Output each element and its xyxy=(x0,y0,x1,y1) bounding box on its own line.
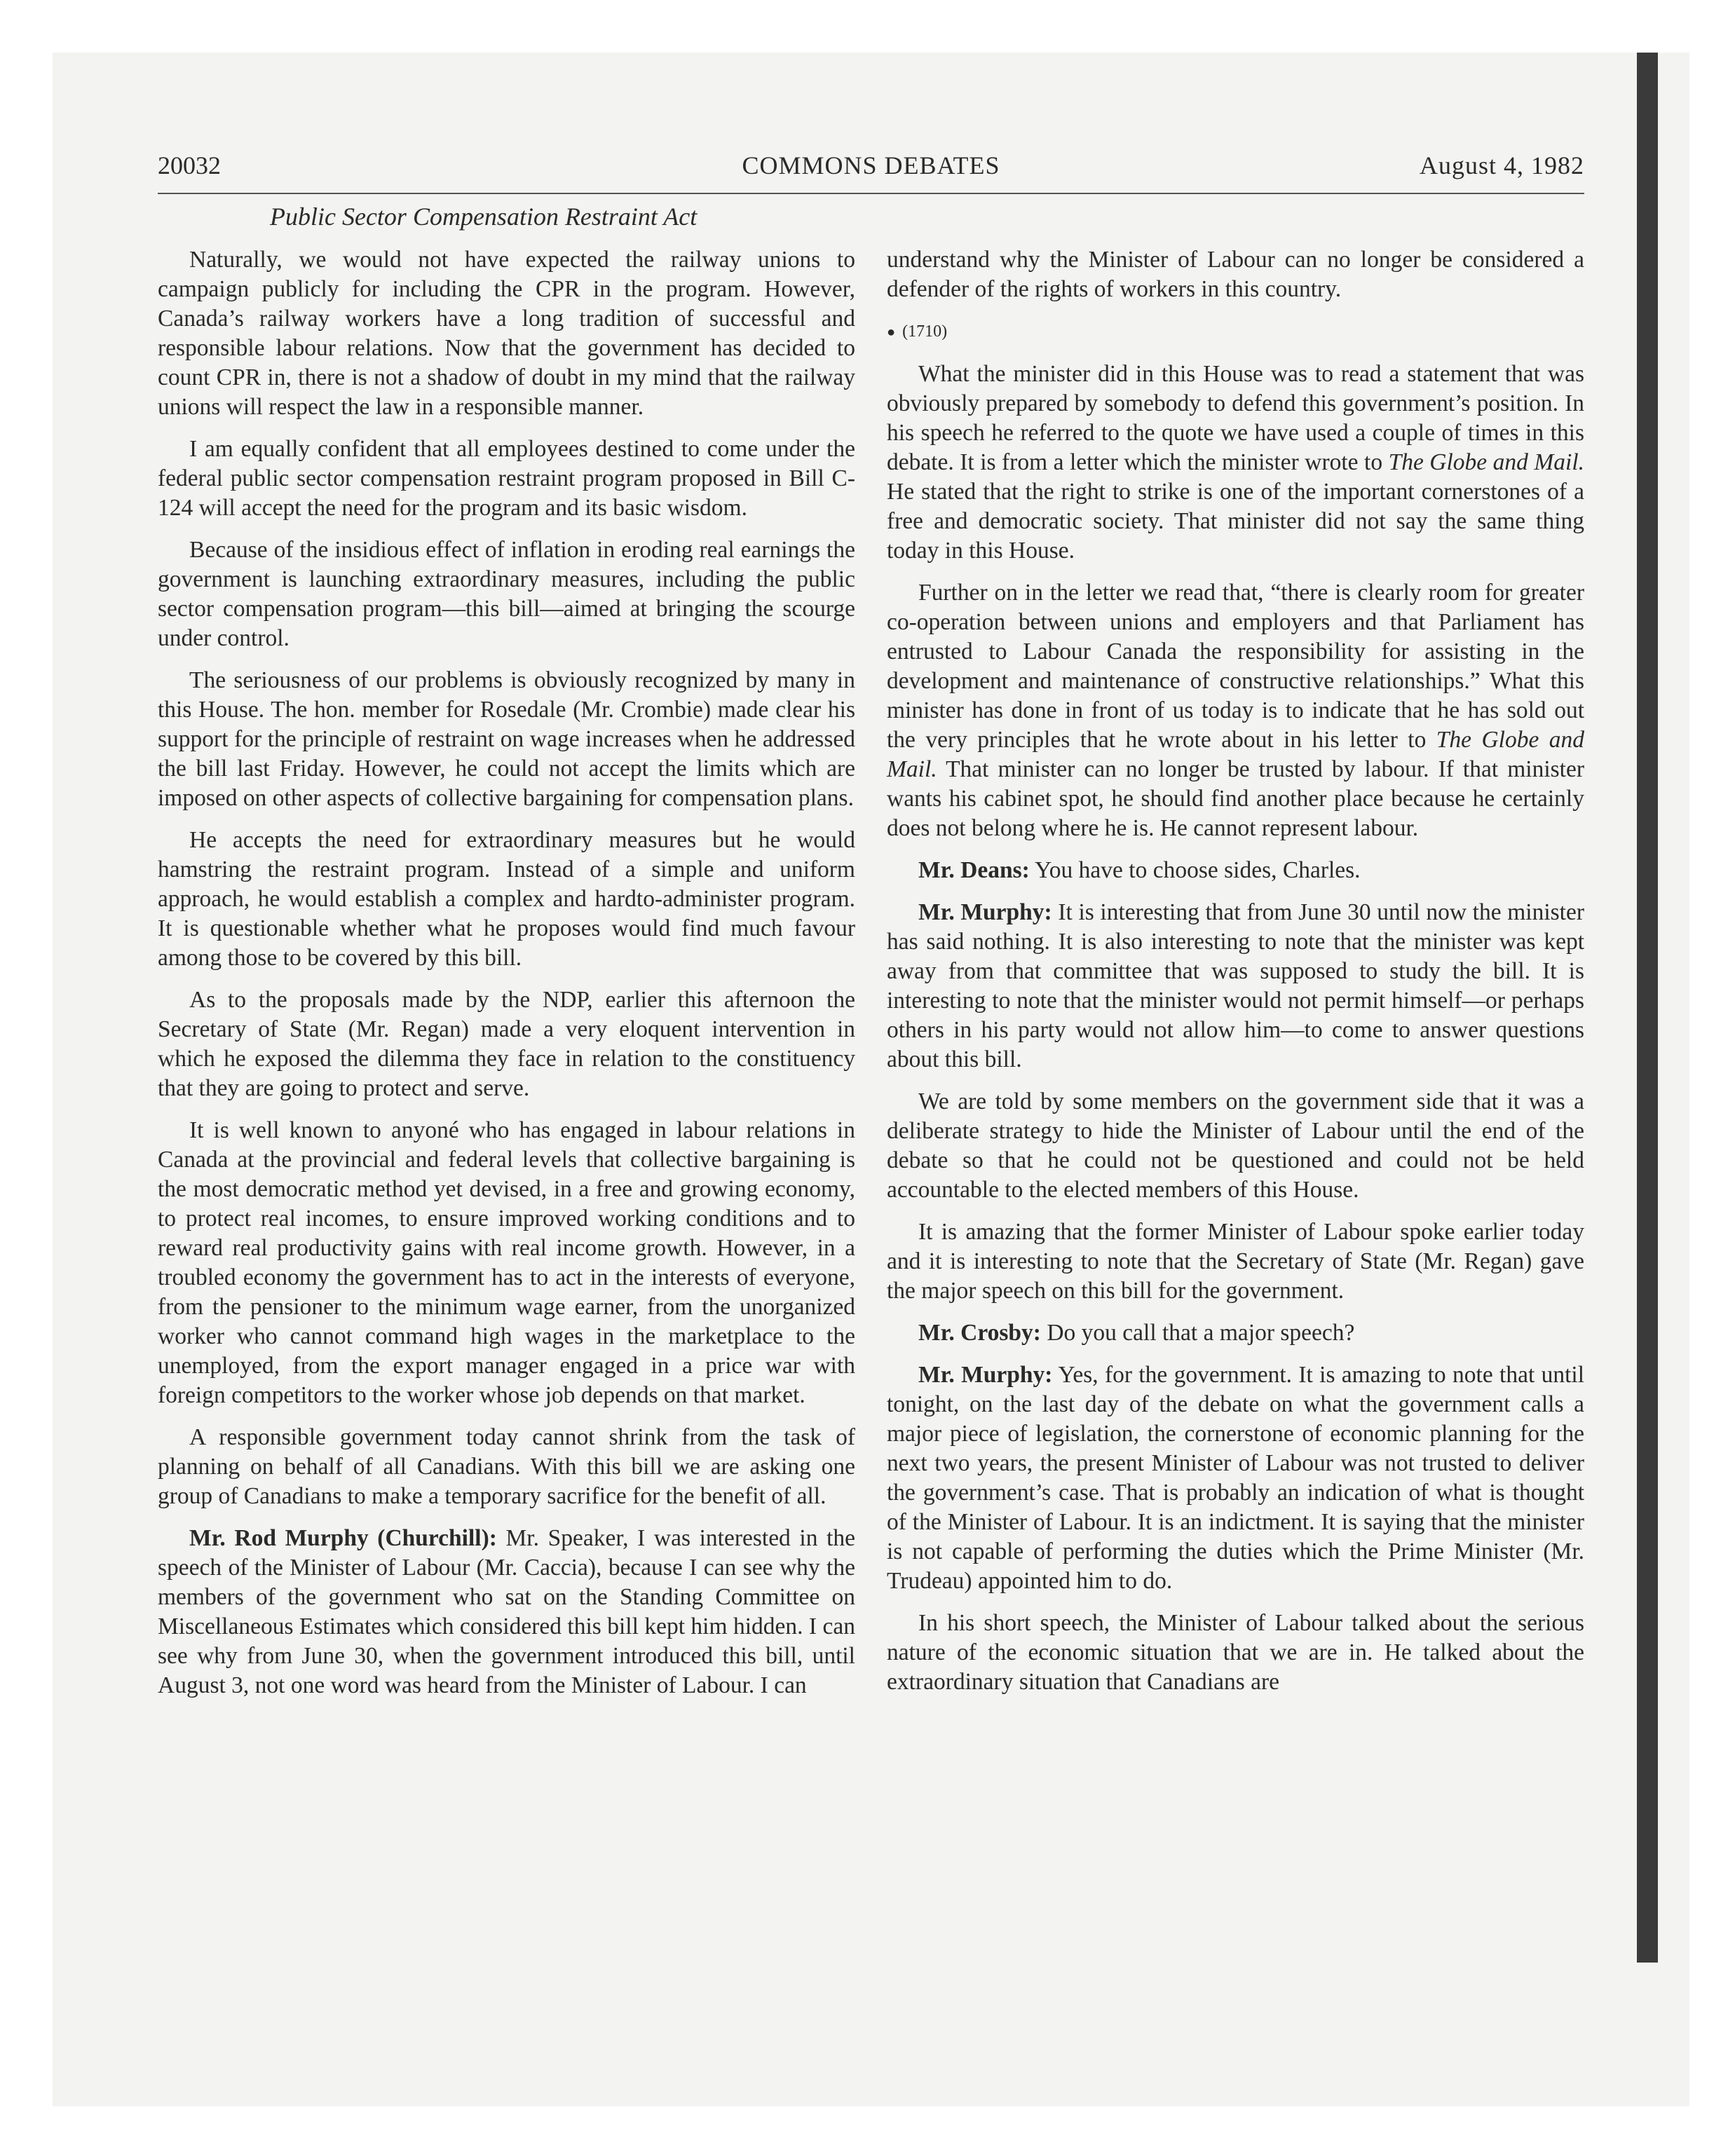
paragraph: As to the proposals made by the NDP, earlier this afternoon the Secretary of State (Mr. Regan) made a very eloquent intervention in which he exposed the dilemma they face in relation to the constituency that they are going to protect and serve. xyxy=(158,987,855,1101)
paragraph-text: What the minister did in this House was to read a statement that was obviously prepared by somebody to defend this government’s position. In his speech he referred to the quote we have used a couple of times in this debate. It is from a letter which the minister wrote to xyxy=(887,361,1584,475)
speech-paragraph xyxy=(887,856,1584,885)
paragraph xyxy=(887,360,1584,566)
paragraph-text: Further on in the letter we read that, “there is clearly room for greater co-operation between unions and employers and that Parliament has entrusted to Labour Canada the responsibility for assisting in the development and maintenance of constructive relationships.” What this minister has done in front of us today is to indicate that he has sold out the very principles that he wrote about in his letter to xyxy=(887,580,1584,753)
paragraph: I am equally confident that all employees destined to come under the federal public sector compensation restraint program proposed in Bill C-124 will accept the need for the program and its basic wisdom. xyxy=(158,436,855,521)
paragraph: We are told by some members on the government side that it was a deliberate strategy to hide the Minister of Labour until the end of the debate so that he could not be questioned and could not be held accountable to the elected members of this House. xyxy=(887,1089,1584,1203)
speech-paragraph xyxy=(887,1318,1584,1348)
paragraph: Because of the insidious effect of inflation in eroding real earnings the government is launching extraordinary measures, including the public sector compensation program—this bill—aimed at bringing the scourge under control. xyxy=(158,537,855,651)
speaker-name: Mr. Murphy: xyxy=(918,899,1052,925)
newspaper-title: The Globe and Mail. xyxy=(1388,449,1585,475)
paragraph: It is well known to anyoné who has engaged in labour relations in Canada at the provincial and federal levels that collective bargaining is the most democratic method yet devised, in a free and growing economy, to protect real incomes, to ensure improved working conditions and to reward real productivity gains with real income growth. However, in a troubled economy the government has to act in the interests of everyone, from the pensioner to the minimum wage earner, from the unorganized worker who cannot command high wages in the marketplace to the unemployed, from the export manager engaged in a price war with foreign competitors to the worker whose job depends on that market. xyxy=(158,1117,855,1408)
publication-date: August 4, 1982 xyxy=(1419,151,1584,179)
speech-text: Mr. Speaker, I was interested in the speech of the Minister of Labour (Mr. Caccia), because I can see why the members of the government who sat on the Standing Committee on Miscellaneous Estimates which considered this bill kept him hidden. I can see why from June 30, when the government introduced this bill, until August 3, not one word was heard from the Minister of Labour. I can xyxy=(158,1525,855,1698)
speech-paragraph xyxy=(887,1360,1584,1596)
speech-text: Yes, for the government. It is amazing to note that until tonight, on the last day of the debate on what the government calls a major piece of legislation, the cornerstone of economic planning for the next two years, the present Minister of Labour was not trusted to deliver the government’s case. That is probably an indication of what is thought of the Minister of Labour. It is an indictment. It is saying that the minister is not capable of performing the duties which the Prime Minister (Mr. Trudeau) appointed him to do. xyxy=(887,1362,1585,1594)
left-column xyxy=(158,245,855,1713)
newspaper-title: The Globe and Mail. xyxy=(887,727,1584,782)
paragraph-text: That minister can no longer be trusted by labour. If that minister wants his cabinet spot, he should find another place because he certainly does not belong where he is. He cannot represent labour. xyxy=(887,756,1584,841)
running-title: Public Sector Compensation Restraint Act xyxy=(270,203,698,231)
scan-edge-shadow xyxy=(1637,53,1658,1963)
timestamp-marker xyxy=(887,317,1584,347)
paragraph: A responsible government today cannot shrink from the task of planning on behalf of all Canadians. With this bill we are asking one group of Canadians to make a temporary sacrifice for the benefit of all. xyxy=(158,1424,855,1509)
bullet-icon: ● xyxy=(887,325,896,340)
speech-paragraph xyxy=(887,898,1584,1074)
speech-text: Do you call that a major speech? xyxy=(1040,1320,1355,1346)
paragraph: In his short speech, the Minister of Labour talked about the serious nature of the economic situation that we are in. He talked about the extraordinary situation that Canadians are xyxy=(887,1610,1584,1695)
continued-paragraph: understand why the Minister of Labour can no longer be considered a defender of the rights of workers in this country. xyxy=(887,247,1584,302)
paragraph: It is amazing that the former Minister of Labour spoke earlier today and it is interesting to note that the Secretary of State (Mr. Regan) gave the major speech on this bill for the government. xyxy=(887,1219,1584,1304)
speaker-name: Mr. Murphy: xyxy=(918,1362,1053,1388)
right-column xyxy=(887,245,1584,1710)
speaker-name: Mr. Deans: xyxy=(918,857,1030,883)
speech-text: You have to choose sides, Charles. xyxy=(1029,857,1361,883)
publication-title: COMMONS DEBATES xyxy=(742,151,1000,179)
paragraph: He accepts the need for extraordinary measures but he would hamstring the restraint program. Instead of a simple and uniform approach, he would establish a complex and hardto-administer program. It is questionable whether what he proposes would find much favour among those to be covered by this bill. xyxy=(158,827,855,971)
speech-text: It is interesting that from June 30 until now the minister has said nothing. It is also interesting to note that the minister was kept away from that committee that was supposed to study the bill. It is interesting to note that the minister would not permit himself—or perhaps others in his party would not allow him—to come to answer questions about this bill. xyxy=(887,899,1585,1072)
speaker-name: Mr. Rod Murphy (Churchill): xyxy=(189,1525,497,1551)
paragraph xyxy=(887,578,1584,843)
page-number: 20032 xyxy=(158,151,221,179)
speech-paragraph xyxy=(158,1524,855,1700)
paragraph: Naturally, we would not have expected the railway unions to campaign publicly for including the CPR in the program. However, Canada’s railway workers have a long tradition of successful and responsible labour relations. Now that the government has decided to count CPR in, there is not a shadow of doubt in my mind that the railway unions will respect the law in a responsible manner. xyxy=(158,247,855,420)
paragraph-text: He stated that the right to strike is one of the important cornerstones of a free and democratic society. That minister did not say the same thing today in this House. xyxy=(887,479,1584,564)
page-header xyxy=(158,151,1584,194)
timestamp-text: (1710) xyxy=(902,322,948,341)
speaker-name: Mr. Crosby: xyxy=(918,1320,1041,1346)
paragraph: The seriousness of our problems is obviously recognized by many in this House. The hon. member for Rosedale (Mr. Crombie) made clear his support for the principle of restraint on wage increases when he addressed the bill last Friday. However, he could not accept the limits which are imposed on other aspects of collective bargaining for compensation plans. xyxy=(158,667,855,811)
